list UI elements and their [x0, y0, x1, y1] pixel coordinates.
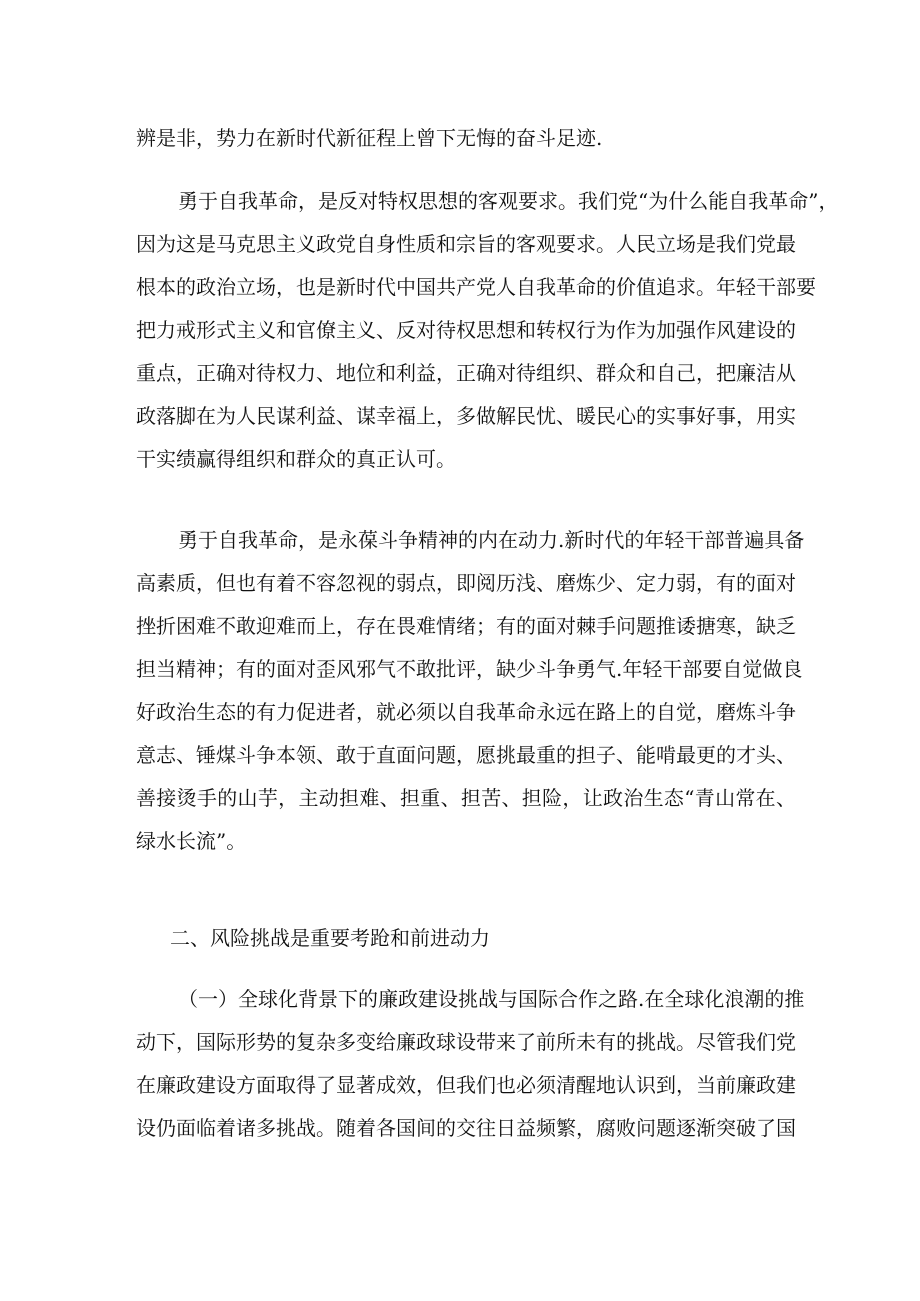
- paragraph-self-revolution-privilege: [136, 180, 839, 481]
- text-line: （一）全球化背景下的廉政建设挑战与国际合作之路.在全球化浪潮的推: [178, 987, 805, 1011]
- paragraph-self-revolution-struggle: [136, 519, 805, 863]
- text-line: 在廉政建设方面取得了显著成效，但我们也必须清醒地认识到，当前廉政建: [136, 1073, 796, 1097]
- text-line: 根本的政治立场，也是新时代中国共产党人自我革命的价值追求。年轻干部要: [136, 275, 816, 299]
- text-line: 勇于自我革命，是永葆斗争精神的内在动力.新时代的年轻干部普遍具备: [178, 528, 805, 552]
- text-line: 勇于自我革命，是反对特权思想的客观要求。我们党“为什么能自我革命”，: [178, 189, 839, 213]
- paragraph-continuation: [136, 117, 796, 160]
- text-line: 好政治生态的有力促进者，就必须以自我革命永远在路上的自觉，磨炼斗争: [136, 700, 796, 724]
- text-line: 设仍面临着诸多挑战。随着各国间的交往日益频繁，腐败问题逐渐突破了国: [136, 1116, 796, 1140]
- text-line: 高素质，但也有着不容忽视的弱点，即阅历浅、磨炼少、定力弱，有的面对: [136, 571, 796, 595]
- text-line: 政落脚在为人民谋利益、谋幸福上，多做解民忧、暖民心的实事好事，用实: [136, 404, 796, 428]
- text-line: 绿水长流”。: [136, 829, 247, 853]
- text-line: 因为这是马克思主义政党自身性质和宗旨的客观要求。人民立场是我们党最: [136, 232, 796, 256]
- text-line: 挫折困难不敢迎难而上，存在畏难情绪；有的面对棘手问题推诿搪寒，缺乏: [136, 614, 796, 638]
- text-line: 干实绩赢得组织和群众的真正认可。: [136, 447, 456, 471]
- paragraph-globalization: [136, 978, 805, 1150]
- text-line: 担当精神；有的面对歪风邪气不敢批评，缺少斗争勇气.年轻干部要自觉做良: [136, 657, 803, 681]
- text-line: 辨是非，势力在新时代新征程上曾下无悔的奋斗足迹.: [136, 126, 603, 150]
- section-heading: 二、风险挑战是重要考跄和前进动力: [170, 926, 490, 950]
- text-line: 善接烫手的山芋，主动担难、担重、担苦、担险，让政治生态“青山常在、: [136, 786, 796, 810]
- section-heading-two: [136, 917, 796, 960]
- text-line: 意志、锤煤斗争本领、敢于直面问题，愿挑最重的担子、能啃最更的才头、: [136, 743, 796, 767]
- text-line: 把力戒形式主义和官僚主义、反对待权思想和转权行为作为加强作风建设的: [136, 318, 796, 342]
- text-line: 重点，正确对待权力、地位和利益，正确对待组织、群众和自己，把廉洁从: [136, 361, 796, 385]
- text-line: 动下，国际形势的复杂多变给廉政球设带来了前所未有的挑战。尽管我们党: [136, 1030, 796, 1054]
